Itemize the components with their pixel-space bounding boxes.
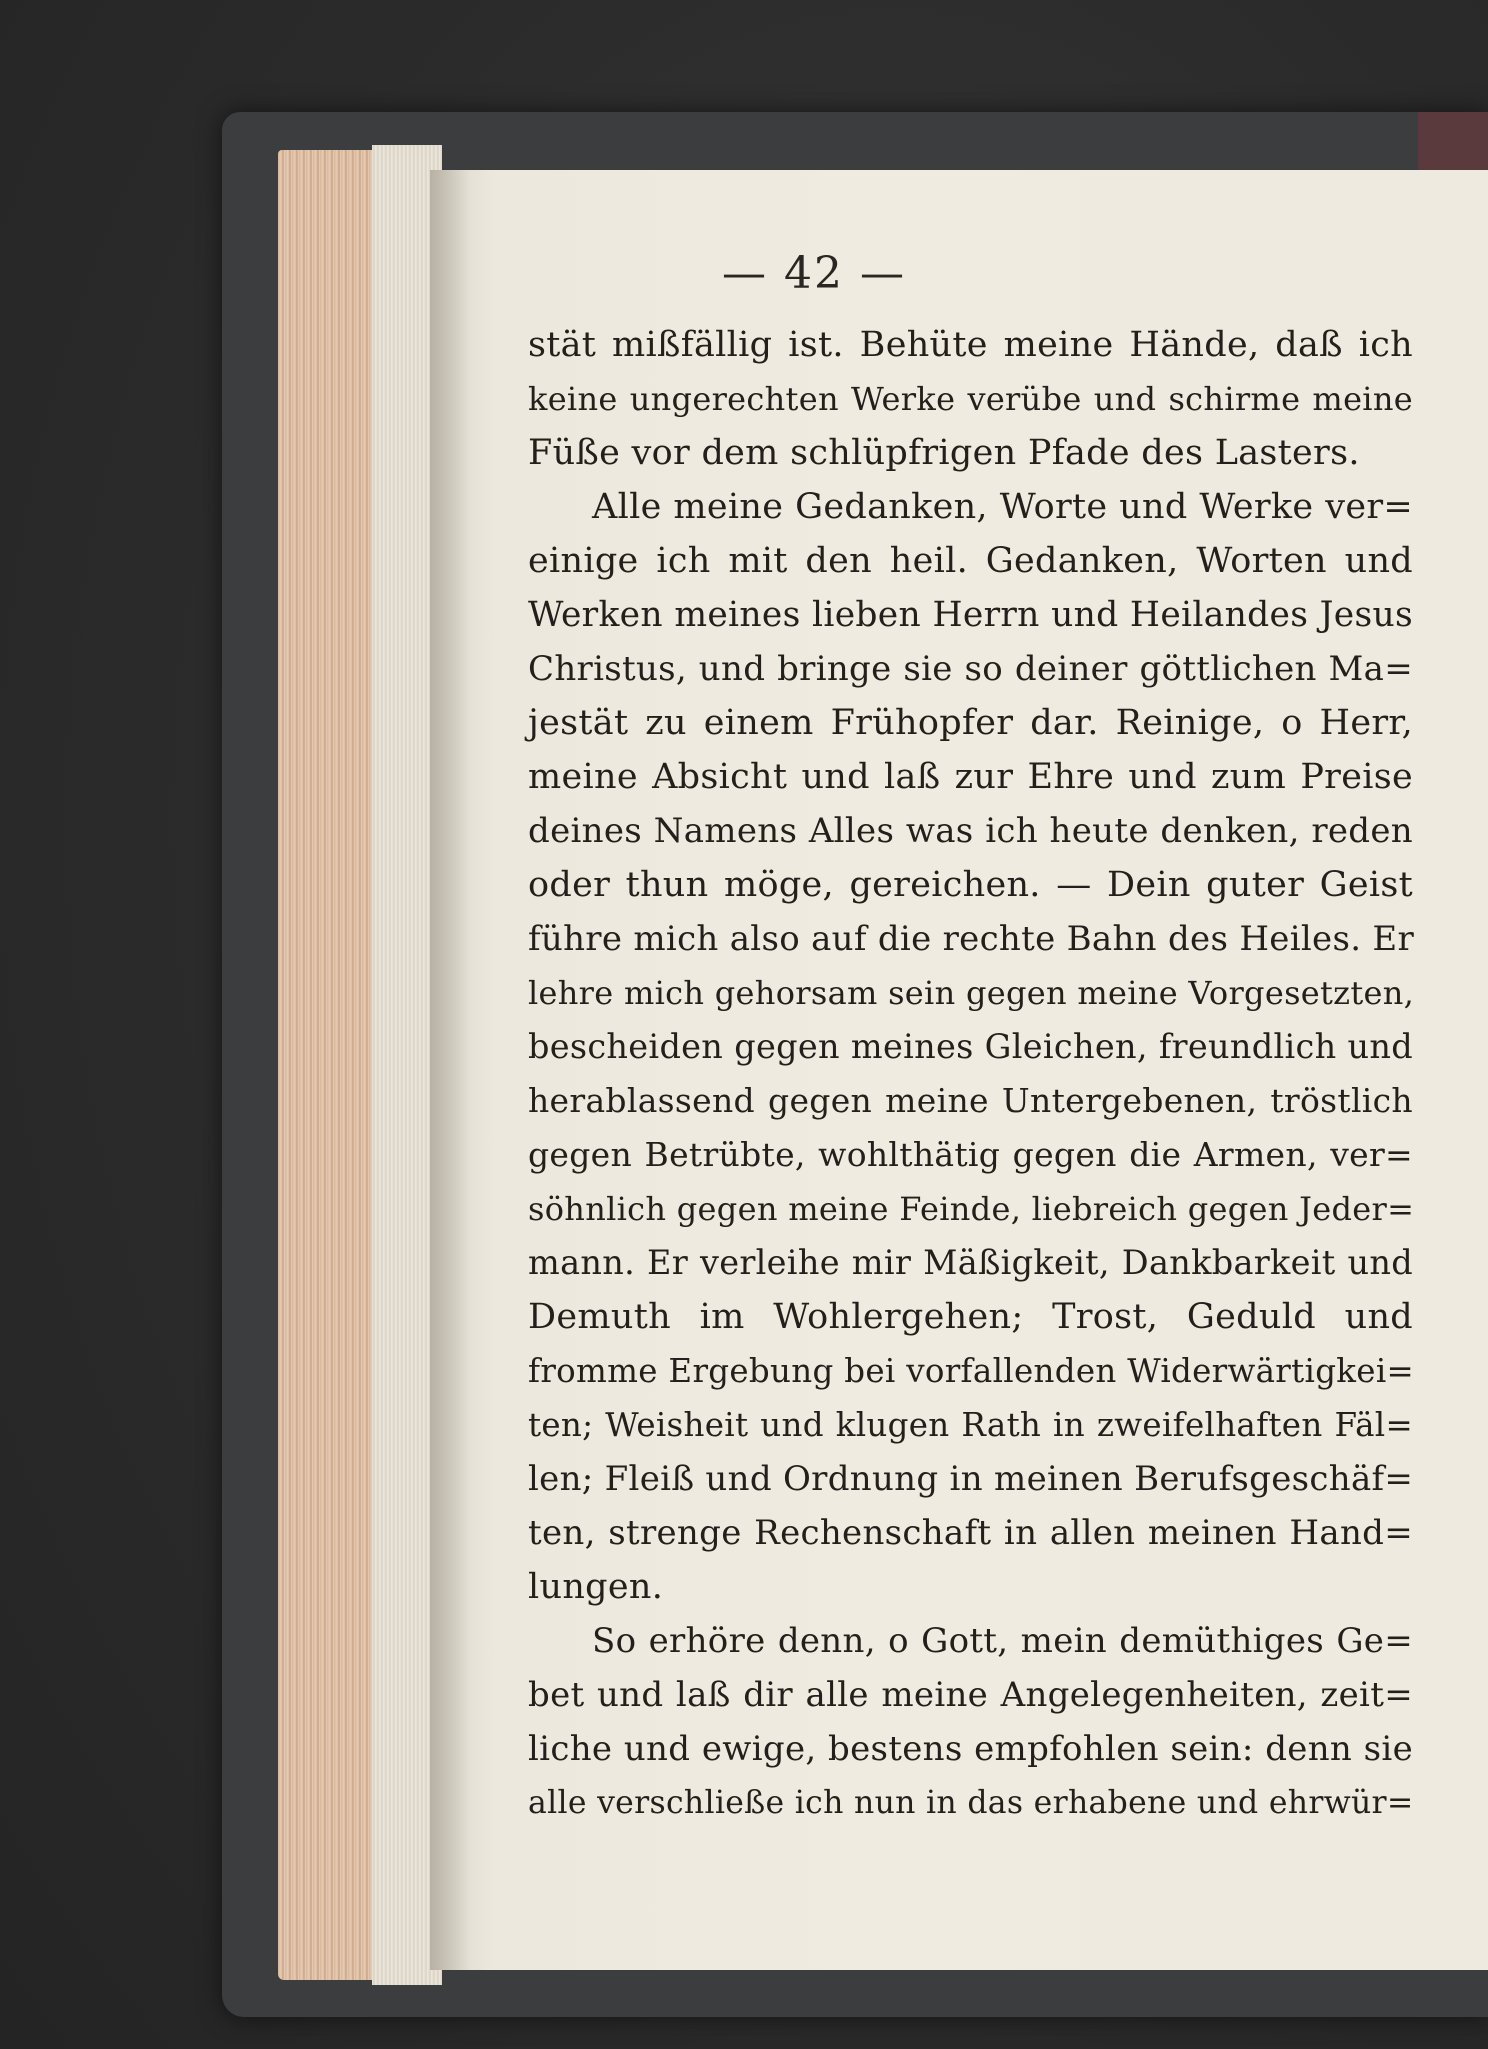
text-line: So erhöre denn, o Gott, mein demüthiges Ge=: [592, 1621, 1413, 1661]
page-text: [528, 318, 1413, 1830]
text-line: einige ich mit den heil. Gedanken, Worten und: [528, 541, 1413, 581]
text-line: lehre mich gehorsam sein gegen meine Vorgesetzten,: [528, 974, 1415, 1012]
text-line: Christus, und bringe sie so deiner göttlichen Ma=: [528, 649, 1413, 689]
text-line: lungen.: [528, 1567, 664, 1607]
text-line: meine Absicht und laß zur Ehre und zum Preise: [528, 757, 1413, 797]
text-line: Füße vor dem schlüpfrigen Pfade des Lasters.: [528, 433, 1360, 473]
text-line: jestät zu einem Frühopfer dar. Reinige, o Herr,: [528, 703, 1413, 743]
text-line: söhnlich gegen meine Feinde, liebreich gegen Jeder=: [528, 1190, 1415, 1228]
text-line: bet und laß dir alle meine Angelegenheiten, zeit=: [528, 1675, 1413, 1715]
text-line: alle verschließe ich nun in das erhabene und ehrwür=: [528, 1785, 1414, 1821]
text-line: ten; Weisheit und klugen Rath in zweifelhaften Fäl=: [528, 1406, 1413, 1444]
page-number: — 42 —: [722, 248, 906, 299]
text-line: liche und ewige, bestens empfohlen sein: denn sie: [528, 1729, 1413, 1769]
text-line: Alle meine Gedanken, Worte und Werke ver=: [592, 487, 1413, 527]
text-line: deines Namens Alles was ich heute denken, reden: [528, 811, 1413, 851]
text-line: stät mißfällig ist. Behüte meine Hände, daß ich: [528, 325, 1413, 365]
text-line: keine ungerechten Werke verübe und schirme meine: [528, 380, 1413, 418]
text-line: len; Fleiß und Ordnung in meinen Berufsgeschäf=: [528, 1459, 1414, 1499]
text-line: herablassend gegen meine Untergebenen, tröstlich: [528, 1081, 1413, 1120]
text-line: Werken meines lieben Herrn und Heilandes Jesus: [528, 595, 1413, 635]
text-line: mann. Er verleihe mir Mäßigkeit, Dankbarkeit und: [528, 1243, 1413, 1282]
text-line: fromme Ergebung bei vorfallenden Widerwärtigkei=: [528, 1352, 1415, 1390]
page-gutter-shadow: [430, 170, 470, 1970]
text-line: ten, strenge Rechenschaft in allen meinen Hand=: [528, 1513, 1413, 1553]
text-line: Demuth im Wohlergehen; Trost, Geduld und: [528, 1297, 1413, 1337]
text-line: oder thun möge, gereichen. — Dein guter Geist: [528, 865, 1413, 905]
text-line: bescheiden gegen meines Gleichen, freundlich und: [528, 1027, 1413, 1066]
text-line: führe mich also auf die rechte Bahn des Heiles. Er: [528, 919, 1415, 959]
text-line: gegen Betrübte, wohlthätig gegen die Armen, ver=: [528, 1135, 1413, 1174]
